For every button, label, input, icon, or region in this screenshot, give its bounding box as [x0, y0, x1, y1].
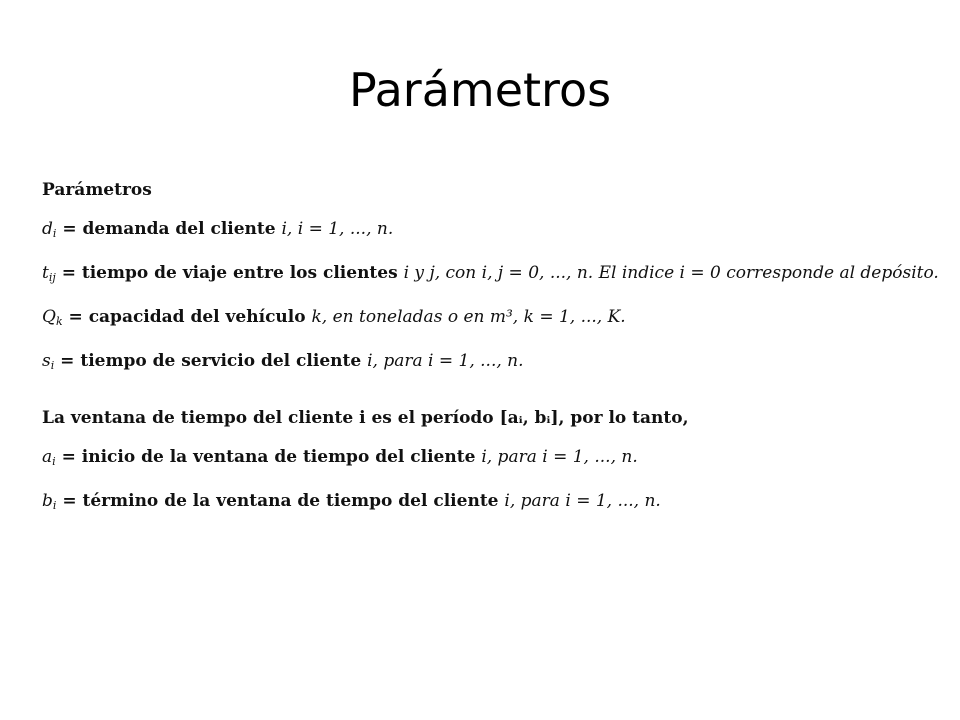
window-start-symbol: $a_i$ — [42, 447, 56, 468]
window-end-range: i, para i = 1, ..., n. — [504, 491, 661, 511]
window-end-definition: = término de la ventana de tiempo del cliente — [56, 491, 505, 511]
parameter-demand — [42, 217, 932, 246]
demand-range: i, i = 1, ..., n. — [281, 219, 394, 239]
demand-symbol: $d_i$ — [42, 219, 57, 240]
parameter-window-end — [42, 489, 932, 518]
time-window-intro-text: La ventana de tiempo del cliente i es el período [aᵢ, bᵢ], por lo tanto, — [42, 408, 689, 428]
parameter-capacity — [42, 305, 932, 334]
capacity-definition: = capacidad del vehículo — [62, 307, 312, 327]
service-time-definition: = tiempo de servicio del cliente — [54, 351, 368, 371]
time-window-intro — [42, 406, 932, 430]
slide-title: Parámetros — [348, 63, 612, 117]
window-start-definition: = inicio de la ventana de tiempo del cliente — [55, 447, 482, 467]
capacity-range: k, en toneladas o en m³, k = 1, ..., K. — [311, 307, 626, 327]
demand-definition: = demanda del cliente — [56, 219, 282, 239]
parameter-window-start — [42, 445, 932, 474]
service-time-symbol: $s_i$ — [42, 351, 55, 372]
window-start-range: i, para i = 1, ..., n. — [481, 447, 638, 467]
section-heading: Parámetros — [42, 180, 152, 200]
parameter-travel-time — [42, 261, 939, 290]
window-end-symbol: $b_i$ — [42, 491, 57, 512]
travel-time-range: i y j, con i, j = 0, ..., n. El indice i = 0 corresponde al depósito. — [403, 263, 939, 283]
service-time-range: i, para i = 1, ..., n. — [367, 351, 524, 371]
parameters-figure — [42, 178, 939, 533]
parameter-service-time — [42, 349, 932, 378]
travel-time-definition: = tiempo de viaje entre los clientes — [55, 263, 404, 283]
travel-time-symbol: $t_{ij}$ — [42, 263, 56, 284]
capacity-symbol: $Q_k$ — [42, 307, 63, 328]
